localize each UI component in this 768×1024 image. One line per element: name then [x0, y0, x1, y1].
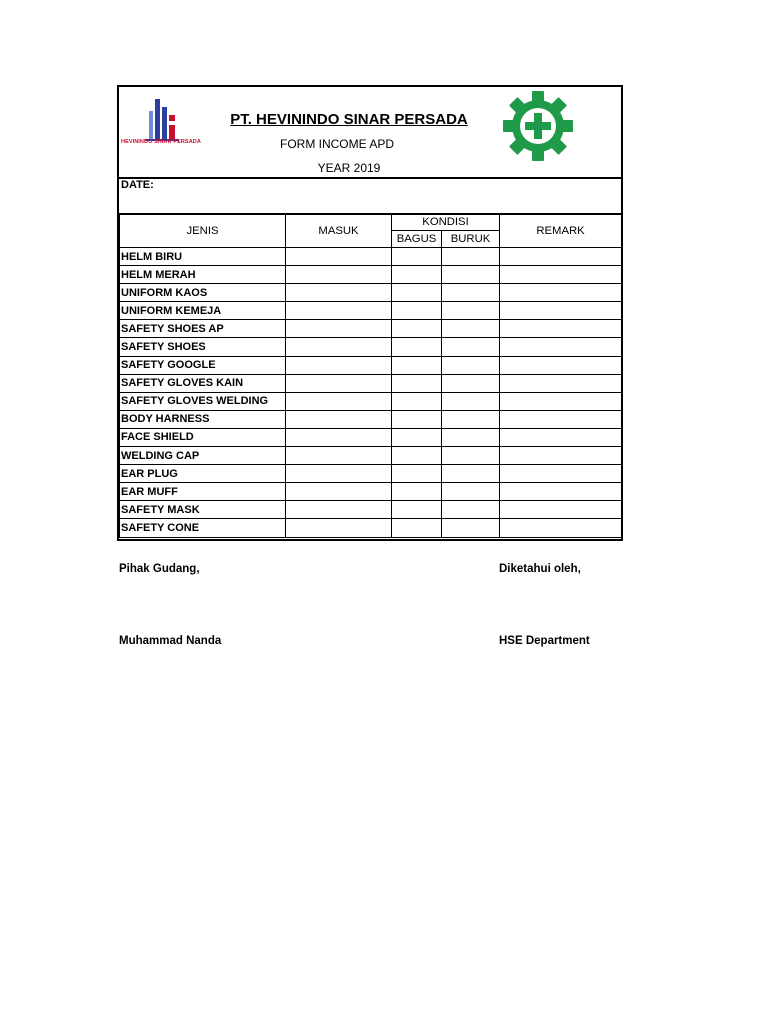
masuk-cell[interactable] — [286, 266, 392, 284]
item-name-cell: EAR MUFF — [120, 483, 286, 501]
remark-cell[interactable] — [500, 447, 622, 465]
masuk-cell[interactable] — [286, 428, 392, 446]
table-row — [120, 320, 622, 338]
masuk-cell[interactable] — [286, 392, 392, 410]
item-name-cell: UNIFORM KAOS — [120, 284, 286, 302]
bagus-cell[interactable] — [392, 465, 442, 483]
signature-right-name: HSE Department — [499, 635, 590, 647]
buruk-cell[interactable] — [442, 266, 500, 284]
bagus-cell[interactable] — [392, 320, 442, 338]
masuk-cell[interactable] — [286, 320, 392, 338]
remark-cell[interactable] — [500, 392, 622, 410]
item-name-cell: SAFETY GOOGLE — [120, 356, 286, 374]
remark-cell[interactable] — [500, 374, 622, 392]
remark-cell[interactable] — [500, 284, 622, 302]
column-header-jenis: JENIS — [120, 214, 286, 248]
column-header-kondisi: KONDISI — [392, 214, 500, 231]
table-row — [120, 374, 622, 392]
table-row — [120, 465, 622, 483]
item-name-cell: SAFETY SHOES — [120, 338, 286, 356]
bagus-cell[interactable] — [392, 501, 442, 519]
masuk-cell[interactable] — [286, 338, 392, 356]
masuk-cell[interactable] — [286, 374, 392, 392]
item-name-cell: SAFETY MASK — [120, 501, 286, 519]
masuk-cell[interactable] — [286, 356, 392, 374]
buruk-cell[interactable] — [442, 356, 500, 374]
table-row — [120, 338, 622, 356]
table-row — [120, 410, 622, 428]
signature-left-name: Muhammad Nanda — [119, 635, 222, 647]
table-row — [120, 447, 622, 465]
column-header-buruk: BURUK — [442, 231, 500, 248]
masuk-cell[interactable] — [286, 483, 392, 501]
item-name-cell: SAFETY GLOVES KAIN — [120, 374, 286, 392]
remark-cell[interactable] — [500, 428, 622, 446]
bagus-cell[interactable] — [392, 248, 442, 266]
remark-cell[interactable] — [500, 338, 622, 356]
remark-cell[interactable] — [500, 501, 622, 519]
masuk-cell[interactable] — [286, 248, 392, 266]
masuk-cell[interactable] — [286, 284, 392, 302]
masuk-cell[interactable] — [286, 410, 392, 428]
item-name-cell: UNIFORM KEMEJA — [120, 302, 286, 320]
item-name-cell: SAFETY GLOVES WELDING — [120, 392, 286, 410]
apd-income-form — [117, 85, 623, 541]
form-year: YEAR 2019 — [317, 161, 381, 175]
item-name-cell: BODY HARNESS — [120, 410, 286, 428]
form-title: FORM INCOME APD — [279, 137, 394, 151]
remark-cell[interactable] — [500, 248, 622, 266]
masuk-cell[interactable] — [286, 501, 392, 519]
column-header-remark: REMARK — [500, 214, 622, 248]
item-name-cell: FACE SHIELD — [120, 428, 286, 446]
column-header-bagus: BAGUS — [392, 231, 442, 248]
remark-cell[interactable] — [500, 519, 622, 537]
bagus-cell[interactable] — [392, 338, 442, 356]
bagus-cell[interactable] — [392, 302, 442, 320]
item-name-cell: SAFETY CONE — [120, 519, 286, 537]
bagus-cell[interactable] — [392, 284, 442, 302]
buruk-cell[interactable] — [442, 320, 500, 338]
date-label: DATE: — [121, 179, 154, 191]
bagus-cell[interactable] — [392, 483, 442, 501]
company-name: PT. HEVININDO SINAR PERSADA — [230, 111, 468, 128]
bagus-cell[interactable] — [392, 519, 442, 537]
remark-cell[interactable] — [500, 356, 622, 374]
table-row — [120, 266, 622, 284]
buruk-cell[interactable] — [442, 410, 500, 428]
masuk-cell[interactable] — [286, 302, 392, 320]
remark-cell[interactable] — [500, 302, 622, 320]
bagus-cell[interactable] — [392, 410, 442, 428]
table-row — [120, 356, 622, 374]
buruk-cell[interactable] — [442, 338, 500, 356]
table-row — [120, 284, 622, 302]
item-name-cell: EAR PLUG — [120, 465, 286, 483]
remark-cell[interactable] — [500, 465, 622, 483]
buruk-cell[interactable] — [442, 248, 500, 266]
buruk-cell[interactable] — [442, 447, 500, 465]
buruk-cell[interactable] — [442, 392, 500, 410]
bagus-cell[interactable] — [392, 447, 442, 465]
column-header-masuk: MASUK — [286, 214, 392, 248]
remark-cell[interactable] — [500, 483, 622, 501]
item-name-cell: HELM BIRU — [120, 248, 286, 266]
table-row — [120, 302, 622, 320]
table-row — [120, 519, 622, 537]
company-logo-caption: HEVININDO SINAR PERSADA — [121, 139, 201, 145]
buruk-cell[interactable] — [442, 302, 500, 320]
remark-cell[interactable] — [500, 410, 622, 428]
buruk-cell[interactable] — [442, 465, 500, 483]
masuk-cell[interactable] — [286, 447, 392, 465]
table-row — [120, 501, 622, 519]
remark-cell[interactable] — [500, 266, 622, 284]
table-row — [120, 392, 622, 410]
bagus-cell[interactable] — [392, 356, 442, 374]
signature-right-title: Diketahui oleh, — [499, 563, 581, 575]
buruk-cell[interactable] — [442, 501, 500, 519]
buruk-cell[interactable] — [442, 374, 500, 392]
buruk-cell[interactable] — [442, 428, 500, 446]
item-name-cell: WELDING CAP — [120, 447, 286, 465]
bagus-cell[interactable] — [392, 428, 442, 446]
buruk-cell[interactable] — [442, 284, 500, 302]
bagus-cell[interactable] — [392, 266, 442, 284]
item-name-cell: SAFETY SHOES AP — [120, 320, 286, 338]
bagus-cell[interactable] — [392, 392, 442, 410]
green-gear-cross-icon — [502, 90, 574, 162]
remark-cell[interactable] — [500, 320, 622, 338]
table-row — [120, 248, 622, 266]
apd-table — [119, 213, 622, 538]
buruk-cell[interactable] — [442, 519, 500, 537]
item-name-cell: HELM MERAH — [120, 266, 286, 284]
masuk-cell[interactable] — [286, 465, 392, 483]
bagus-cell[interactable] — [392, 374, 442, 392]
date-row — [119, 177, 621, 215]
table-row — [120, 428, 622, 446]
buruk-cell[interactable] — [442, 483, 500, 501]
masuk-cell[interactable] — [286, 519, 392, 537]
table-row — [120, 483, 622, 501]
form-header — [119, 87, 621, 179]
signature-left-title: Pihak Gudang, — [119, 563, 200, 575]
